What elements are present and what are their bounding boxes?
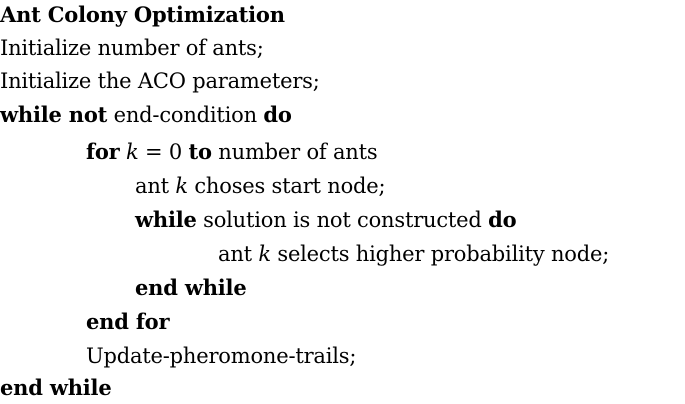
keyword-do: do (488, 207, 517, 232)
ant-word: ant (135, 174, 176, 198)
keyword-while: while (135, 207, 197, 232)
loop-bound-text: number of ants (211, 140, 378, 164)
line-while-outer (0, 102, 292, 128)
ant-word: ant (218, 242, 259, 266)
assignment-text: = 0 (138, 140, 189, 164)
line-end-while-inner: end while (135, 275, 247, 300)
algorithm-title: Ant Colony Optimization (0, 2, 285, 27)
line-for-loop (0, 139, 377, 165)
variable-k: k (258, 242, 271, 266)
line-update-pheromone: Update-pheromone-trails; (86, 344, 357, 368)
line-init-ants: Initialize number of ants; (0, 36, 264, 60)
keyword-do: do (263, 102, 292, 127)
line-select-node (0, 241, 609, 267)
keyword-while-not: while not (0, 102, 108, 127)
line-end-for: end for (86, 309, 170, 334)
keyword-for: for (86, 139, 120, 164)
variable-k: k (119, 140, 139, 164)
line-choose-start (0, 173, 385, 199)
variable-k: k (175, 174, 188, 198)
line-init-params: Initialize the ACO parameters; (0, 69, 320, 93)
statement-text: selects higher probability node; (270, 242, 610, 266)
line-end-while-outer: end while (0, 375, 112, 400)
keyword-to: to (188, 139, 212, 164)
statement-text: choses start node; (187, 174, 386, 198)
condition-text: end-condition (107, 103, 264, 127)
condition-text: solution is not constructed (196, 208, 489, 232)
line-while-inner (0, 207, 516, 233)
